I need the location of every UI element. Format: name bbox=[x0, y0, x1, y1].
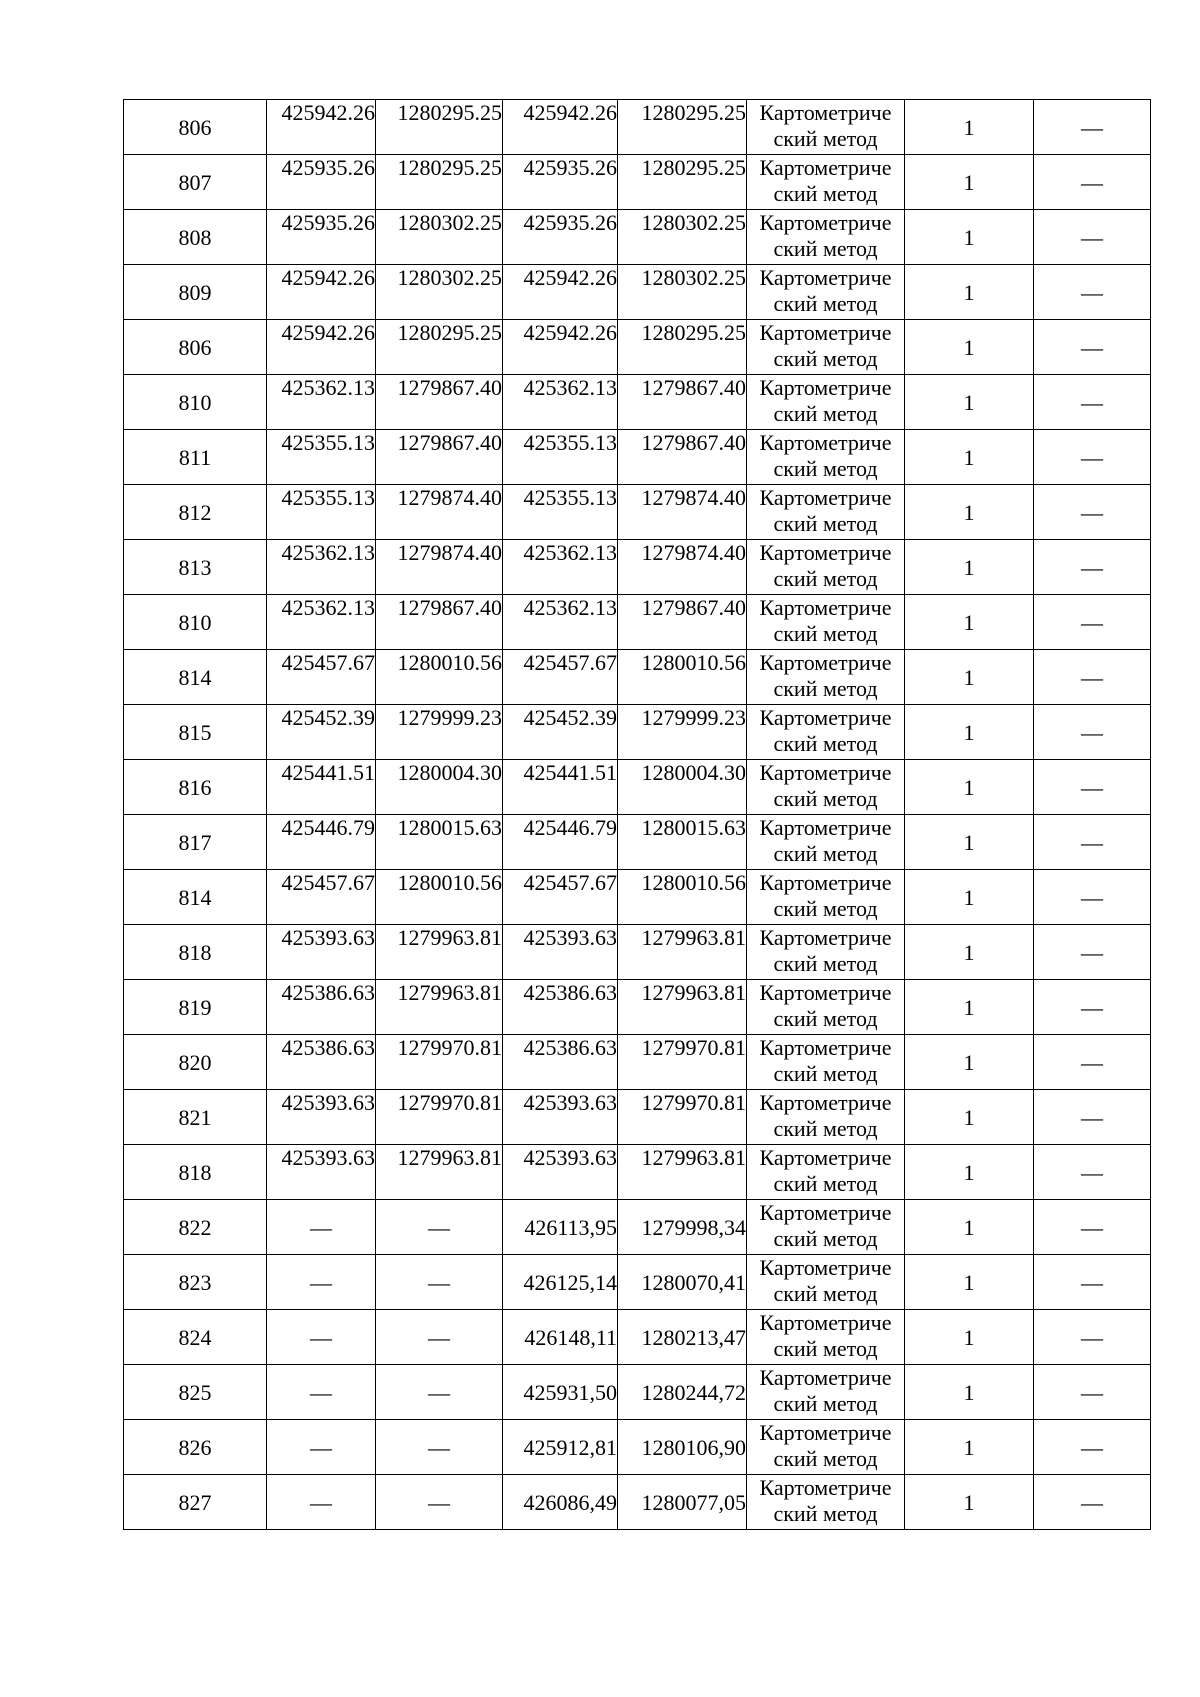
point-number-cell: 809 bbox=[124, 265, 267, 320]
new-y-cell: 1280302.25 bbox=[618, 265, 747, 320]
point-number-cell: 814 bbox=[124, 650, 267, 705]
description-cell: — bbox=[1034, 1035, 1151, 1090]
table-row bbox=[124, 705, 1151, 760]
table-body bbox=[124, 100, 1151, 1530]
old-y-cell: — bbox=[376, 1200, 503, 1255]
method-line-1: Картометриче bbox=[759, 925, 892, 950]
new-y-cell: 1280244,72 bbox=[618, 1365, 747, 1420]
description-cell: — bbox=[1034, 1145, 1151, 1200]
method-line-2: ский метод bbox=[773, 456, 878, 481]
new-x-cell: 425386.63 bbox=[503, 1035, 618, 1090]
method-line-2: ский метод bbox=[773, 1391, 878, 1416]
method-line-1: Картометриче bbox=[759, 1255, 892, 1280]
new-x-cell: 425942.26 bbox=[503, 265, 618, 320]
method-cell bbox=[747, 1035, 905, 1090]
old-x-cell: 425935.26 bbox=[267, 210, 376, 265]
old-y-cell: 1280015.63 bbox=[376, 815, 503, 870]
new-x-cell: 425912,81 bbox=[503, 1420, 618, 1475]
accuracy-cell: 1 bbox=[905, 540, 1034, 595]
method-line-2: ский метод bbox=[773, 236, 878, 261]
table-row bbox=[124, 265, 1151, 320]
accuracy-cell: 1 bbox=[905, 1310, 1034, 1365]
table-row bbox=[124, 650, 1151, 705]
table-row bbox=[124, 375, 1151, 430]
coordinates-table bbox=[123, 99, 1151, 1530]
point-number-cell: 806 bbox=[124, 100, 267, 155]
point-number-cell: 815 bbox=[124, 705, 267, 760]
method-line-2: ский метод bbox=[773, 511, 878, 536]
method-line-1: Картометриче bbox=[759, 815, 892, 840]
old-y-cell: — bbox=[376, 1310, 503, 1365]
point-number-cell: 818 bbox=[124, 925, 267, 980]
method-line-1: Картометриче bbox=[759, 870, 892, 895]
description-cell: — bbox=[1034, 650, 1151, 705]
new-x-cell: 425441.51 bbox=[503, 760, 618, 815]
new-x-cell: 425386.63 bbox=[503, 980, 618, 1035]
point-number-cell: 824 bbox=[124, 1310, 267, 1365]
old-x-cell: 425362.13 bbox=[267, 540, 376, 595]
method-cell bbox=[747, 815, 905, 870]
old-x-cell: 425942.26 bbox=[267, 320, 376, 375]
old-x-cell: 425386.63 bbox=[267, 1035, 376, 1090]
old-x-cell: 425441.51 bbox=[267, 760, 376, 815]
old-x-cell: 425393.63 bbox=[267, 925, 376, 980]
method-line-2: ский метод bbox=[773, 786, 878, 811]
old-y-cell: 1279963.81 bbox=[376, 925, 503, 980]
old-y-cell: 1279999.23 bbox=[376, 705, 503, 760]
method-line-1: Картометриче bbox=[759, 980, 892, 1005]
method-line-2: ский метод bbox=[773, 1501, 878, 1526]
old-y-cell: 1279874.40 bbox=[376, 540, 503, 595]
method-line-2: ский метод bbox=[773, 1226, 878, 1251]
old-y-cell: — bbox=[376, 1420, 503, 1475]
new-y-cell: 1279970.81 bbox=[618, 1035, 747, 1090]
new-y-cell: 1279999.23 bbox=[618, 705, 747, 760]
method-cell bbox=[747, 925, 905, 980]
point-number-cell: 806 bbox=[124, 320, 267, 375]
method-cell bbox=[747, 540, 905, 595]
table-row bbox=[124, 1145, 1151, 1200]
method-line-1: Картометриче bbox=[759, 430, 892, 455]
point-number-cell: 808 bbox=[124, 210, 267, 265]
new-x-cell: 425935.26 bbox=[503, 210, 618, 265]
accuracy-cell: 1 bbox=[905, 100, 1034, 155]
description-cell: — bbox=[1034, 925, 1151, 980]
point-number-cell: 816 bbox=[124, 760, 267, 815]
table-row bbox=[124, 1420, 1151, 1475]
old-y-cell: 1280295.25 bbox=[376, 320, 503, 375]
new-x-cell: 425446.79 bbox=[503, 815, 618, 870]
new-y-cell: 1279963.81 bbox=[618, 925, 747, 980]
table-row bbox=[124, 925, 1151, 980]
accuracy-cell: 1 bbox=[905, 760, 1034, 815]
new-y-cell: 1279867.40 bbox=[618, 430, 747, 485]
method-cell bbox=[747, 980, 905, 1035]
table-row bbox=[124, 815, 1151, 870]
method-cell bbox=[747, 1310, 905, 1365]
method-cell bbox=[747, 705, 905, 760]
accuracy-cell: 1 bbox=[905, 1365, 1034, 1420]
method-cell bbox=[747, 485, 905, 540]
old-x-cell: 425935.26 bbox=[267, 155, 376, 210]
accuracy-cell: 1 bbox=[905, 485, 1034, 540]
description-cell: — bbox=[1034, 265, 1151, 320]
old-y-cell: — bbox=[376, 1365, 503, 1420]
new-x-cell: 425393.63 bbox=[503, 1090, 618, 1145]
new-y-cell: 1280213,47 bbox=[618, 1310, 747, 1365]
accuracy-cell: 1 bbox=[905, 320, 1034, 375]
description-cell: — bbox=[1034, 320, 1151, 375]
method-line-1: Картометриче bbox=[759, 1090, 892, 1115]
old-y-cell: 1280010.56 bbox=[376, 650, 503, 705]
method-line-1: Картометриче bbox=[759, 1200, 892, 1225]
old-x-cell: — bbox=[267, 1310, 376, 1365]
new-x-cell: 425355.13 bbox=[503, 430, 618, 485]
point-number-cell: 821 bbox=[124, 1090, 267, 1145]
description-cell: — bbox=[1034, 1255, 1151, 1310]
accuracy-cell: 1 bbox=[905, 1090, 1034, 1145]
method-cell bbox=[747, 375, 905, 430]
method-line-1: Картометриче bbox=[759, 540, 892, 565]
old-y-cell: — bbox=[376, 1475, 503, 1530]
old-y-cell: 1280302.25 bbox=[376, 265, 503, 320]
method-line-2: ский метод bbox=[773, 951, 878, 976]
method-cell bbox=[747, 1420, 905, 1475]
new-x-cell: 425942.26 bbox=[503, 320, 618, 375]
method-cell bbox=[747, 100, 905, 155]
new-y-cell: 1280070,41 bbox=[618, 1255, 747, 1310]
new-y-cell: 1279963.81 bbox=[618, 980, 747, 1035]
accuracy-cell: 1 bbox=[905, 980, 1034, 1035]
method-line-2: ский метод bbox=[773, 1171, 878, 1196]
new-y-cell: 1280010.56 bbox=[618, 650, 747, 705]
description-cell: — bbox=[1034, 1090, 1151, 1145]
new-y-cell: 1280106,90 bbox=[618, 1420, 747, 1475]
old-y-cell: 1280295.25 bbox=[376, 100, 503, 155]
new-y-cell: 1280295.25 bbox=[618, 320, 747, 375]
new-x-cell: 425452.39 bbox=[503, 705, 618, 760]
accuracy-cell: 1 bbox=[905, 1200, 1034, 1255]
accuracy-cell: 1 bbox=[905, 430, 1034, 485]
table-row bbox=[124, 540, 1151, 595]
table-row bbox=[124, 1475, 1151, 1530]
new-x-cell: 426113,95 bbox=[503, 1200, 618, 1255]
description-cell: — bbox=[1034, 760, 1151, 815]
method-cell bbox=[747, 1255, 905, 1310]
old-y-cell: — bbox=[376, 1255, 503, 1310]
point-number-cell: 826 bbox=[124, 1420, 267, 1475]
point-number-cell: 810 bbox=[124, 595, 267, 650]
old-y-cell: 1279963.81 bbox=[376, 980, 503, 1035]
method-cell bbox=[747, 650, 905, 705]
method-line-1: Картометриче bbox=[759, 320, 892, 345]
new-y-cell: 1279867.40 bbox=[618, 375, 747, 430]
table-row bbox=[124, 430, 1151, 485]
new-x-cell: 425355.13 bbox=[503, 485, 618, 540]
table-row bbox=[124, 210, 1151, 265]
new-x-cell: 425362.13 bbox=[503, 595, 618, 650]
description-cell: — bbox=[1034, 815, 1151, 870]
new-x-cell: 425457.67 bbox=[503, 650, 618, 705]
new-y-cell: 1279867.40 bbox=[618, 595, 747, 650]
description-cell: — bbox=[1034, 980, 1151, 1035]
point-number-cell: 810 bbox=[124, 375, 267, 430]
method-cell bbox=[747, 1365, 905, 1420]
new-y-cell: 1279998,34 bbox=[618, 1200, 747, 1255]
method-line-1: Картометриче bbox=[759, 1420, 892, 1445]
new-y-cell: 1279970.81 bbox=[618, 1090, 747, 1145]
new-y-cell: 1280010.56 bbox=[618, 870, 747, 925]
new-x-cell: 425931,50 bbox=[503, 1365, 618, 1420]
method-line-1: Картометриче bbox=[759, 1475, 892, 1500]
new-x-cell: 426148,11 bbox=[503, 1310, 618, 1365]
new-x-cell: 425942.26 bbox=[503, 100, 618, 155]
method-line-1: Картометриче bbox=[759, 210, 892, 235]
point-number-cell: 822 bbox=[124, 1200, 267, 1255]
old-y-cell: 1279867.40 bbox=[376, 375, 503, 430]
accuracy-cell: 1 bbox=[905, 265, 1034, 320]
method-line-2: ский метод bbox=[773, 566, 878, 591]
method-line-2: ский метод bbox=[773, 731, 878, 756]
old-y-cell: 1279874.40 bbox=[376, 485, 503, 540]
accuracy-cell: 1 bbox=[905, 870, 1034, 925]
method-line-2: ский метод bbox=[773, 841, 878, 866]
method-line-1: Картометриче bbox=[759, 375, 892, 400]
accuracy-cell: 1 bbox=[905, 375, 1034, 430]
new-x-cell: 425457.67 bbox=[503, 870, 618, 925]
table-row bbox=[124, 980, 1151, 1035]
table-row bbox=[124, 100, 1151, 155]
method-cell bbox=[747, 320, 905, 375]
method-line-2: ский метод bbox=[773, 621, 878, 646]
old-x-cell: 425355.13 bbox=[267, 430, 376, 485]
new-x-cell: 425393.63 bbox=[503, 1145, 618, 1200]
method-line-1: Картометриче bbox=[759, 1145, 892, 1170]
method-line-2: ский метод bbox=[773, 1336, 878, 1361]
table-row bbox=[124, 595, 1151, 650]
description-cell: — bbox=[1034, 210, 1151, 265]
description-cell: — bbox=[1034, 100, 1151, 155]
old-x-cell: — bbox=[267, 1255, 376, 1310]
table-row bbox=[124, 155, 1151, 210]
new-x-cell: 425935.26 bbox=[503, 155, 618, 210]
method-line-2: ский метод bbox=[773, 401, 878, 426]
description-cell: — bbox=[1034, 375, 1151, 430]
description-cell: — bbox=[1034, 540, 1151, 595]
accuracy-cell: 1 bbox=[905, 1035, 1034, 1090]
old-y-cell: 1280302.25 bbox=[376, 210, 503, 265]
table-row bbox=[124, 320, 1151, 375]
method-line-1: Картометриче bbox=[759, 485, 892, 510]
new-x-cell: 425362.13 bbox=[503, 540, 618, 595]
point-number-cell: 817 bbox=[124, 815, 267, 870]
accuracy-cell: 1 bbox=[905, 1475, 1034, 1530]
table-row bbox=[124, 1200, 1151, 1255]
accuracy-cell: 1 bbox=[905, 1145, 1034, 1200]
new-x-cell: 426086,49 bbox=[503, 1475, 618, 1530]
new-y-cell: 1280295.25 bbox=[618, 155, 747, 210]
method-line-2: ский метод bbox=[773, 346, 878, 371]
method-line-1: Картометриче bbox=[759, 1035, 892, 1060]
accuracy-cell: 1 bbox=[905, 155, 1034, 210]
method-line-2: ский метод bbox=[773, 291, 878, 316]
method-cell bbox=[747, 155, 905, 210]
method-cell bbox=[747, 1200, 905, 1255]
old-x-cell: 425386.63 bbox=[267, 980, 376, 1035]
method-cell bbox=[747, 430, 905, 485]
old-x-cell: 425355.13 bbox=[267, 485, 376, 540]
old-x-cell: 425942.26 bbox=[267, 100, 376, 155]
table-row bbox=[124, 760, 1151, 815]
old-x-cell: — bbox=[267, 1365, 376, 1420]
accuracy-cell: 1 bbox=[905, 1420, 1034, 1475]
accuracy-cell: 1 bbox=[905, 1255, 1034, 1310]
method-line-2: ский метод bbox=[773, 1006, 878, 1031]
table-row bbox=[124, 1035, 1151, 1090]
method-line-2: ский метод bbox=[773, 676, 878, 701]
table-row bbox=[124, 1365, 1151, 1420]
accuracy-cell: 1 bbox=[905, 925, 1034, 980]
old-x-cell: — bbox=[267, 1200, 376, 1255]
new-y-cell: 1279874.40 bbox=[618, 485, 747, 540]
new-y-cell: 1280302.25 bbox=[618, 210, 747, 265]
method-line-2: ский метод bbox=[773, 126, 878, 151]
method-line-1: Картометриче bbox=[759, 595, 892, 620]
method-cell bbox=[747, 870, 905, 925]
method-line-2: ский метод bbox=[773, 181, 878, 206]
old-y-cell: 1280010.56 bbox=[376, 870, 503, 925]
new-x-cell: 425393.63 bbox=[503, 925, 618, 980]
method-cell bbox=[747, 265, 905, 320]
description-cell: — bbox=[1034, 870, 1151, 925]
old-y-cell: 1279963.81 bbox=[376, 1145, 503, 1200]
description-cell: — bbox=[1034, 1475, 1151, 1530]
new-y-cell: 1280295.25 bbox=[618, 100, 747, 155]
old-x-cell: 425393.63 bbox=[267, 1090, 376, 1145]
description-cell: — bbox=[1034, 155, 1151, 210]
method-cell bbox=[747, 1145, 905, 1200]
method-cell bbox=[747, 760, 905, 815]
old-x-cell: 425393.63 bbox=[267, 1145, 376, 1200]
point-number-cell: 818 bbox=[124, 1145, 267, 1200]
description-cell: — bbox=[1034, 430, 1151, 485]
old-x-cell: — bbox=[267, 1475, 376, 1530]
method-line-1: Картометриче bbox=[759, 265, 892, 290]
point-number-cell: 827 bbox=[124, 1475, 267, 1530]
new-x-cell: 425362.13 bbox=[503, 375, 618, 430]
old-x-cell: 425942.26 bbox=[267, 265, 376, 320]
point-number-cell: 813 bbox=[124, 540, 267, 595]
old-y-cell: 1280004.30 bbox=[376, 760, 503, 815]
method-line-1: Картометриче bbox=[759, 760, 892, 785]
point-number-cell: 812 bbox=[124, 485, 267, 540]
description-cell: — bbox=[1034, 1365, 1151, 1420]
new-y-cell: 1279874.40 bbox=[618, 540, 747, 595]
old-x-cell: 425457.67 bbox=[267, 870, 376, 925]
new-y-cell: 1280077,05 bbox=[618, 1475, 747, 1530]
method-cell bbox=[747, 1090, 905, 1145]
table-row bbox=[124, 1310, 1151, 1365]
method-line-1: Картометриче bbox=[759, 100, 892, 125]
new-x-cell: 426125,14 bbox=[503, 1255, 618, 1310]
method-line-1: Картометриче bbox=[759, 705, 892, 730]
description-cell: — bbox=[1034, 705, 1151, 760]
table-row bbox=[124, 870, 1151, 925]
method-line-2: ский метод bbox=[773, 1061, 878, 1086]
point-number-cell: 819 bbox=[124, 980, 267, 1035]
table-row bbox=[124, 1255, 1151, 1310]
new-y-cell: 1280004.30 bbox=[618, 760, 747, 815]
method-line-1: Картометриче bbox=[759, 1365, 892, 1390]
method-cell bbox=[747, 595, 905, 650]
accuracy-cell: 1 bbox=[905, 815, 1034, 870]
point-number-cell: 811 bbox=[124, 430, 267, 485]
description-cell: — bbox=[1034, 485, 1151, 540]
old-x-cell: 425452.39 bbox=[267, 705, 376, 760]
old-y-cell: 1279970.81 bbox=[376, 1035, 503, 1090]
old-y-cell: 1280295.25 bbox=[376, 155, 503, 210]
point-number-cell: 820 bbox=[124, 1035, 267, 1090]
old-x-cell: — bbox=[267, 1420, 376, 1475]
method-line-2: ский метод bbox=[773, 896, 878, 921]
description-cell: — bbox=[1034, 1420, 1151, 1475]
old-y-cell: 1279867.40 bbox=[376, 595, 503, 650]
point-number-cell: 825 bbox=[124, 1365, 267, 1420]
description-cell: — bbox=[1034, 1200, 1151, 1255]
old-x-cell: 425362.13 bbox=[267, 375, 376, 430]
accuracy-cell: 1 bbox=[905, 210, 1034, 265]
old-y-cell: 1279867.40 bbox=[376, 430, 503, 485]
accuracy-cell: 1 bbox=[905, 595, 1034, 650]
accuracy-cell: 1 bbox=[905, 650, 1034, 705]
old-x-cell: 425446.79 bbox=[267, 815, 376, 870]
method-line-2: ский метод bbox=[773, 1281, 878, 1306]
old-y-cell: 1279970.81 bbox=[376, 1090, 503, 1145]
accuracy-cell: 1 bbox=[905, 705, 1034, 760]
point-number-cell: 807 bbox=[124, 155, 267, 210]
new-y-cell: 1280015.63 bbox=[618, 815, 747, 870]
method-cell bbox=[747, 210, 905, 265]
method-line-2: ский метод bbox=[773, 1446, 878, 1471]
method-line-1: Картометриче bbox=[759, 1310, 892, 1335]
method-line-1: Картометриче bbox=[759, 155, 892, 180]
point-number-cell: 814 bbox=[124, 870, 267, 925]
method-line-2: ский метод bbox=[773, 1116, 878, 1141]
description-cell: — bbox=[1034, 595, 1151, 650]
table-row bbox=[124, 485, 1151, 540]
old-x-cell: 425362.13 bbox=[267, 595, 376, 650]
method-line-1: Картометриче bbox=[759, 650, 892, 675]
table-row bbox=[124, 1090, 1151, 1145]
point-number-cell: 823 bbox=[124, 1255, 267, 1310]
method-cell bbox=[747, 1475, 905, 1530]
description-cell: — bbox=[1034, 1310, 1151, 1365]
new-y-cell: 1279963.81 bbox=[618, 1145, 747, 1200]
old-x-cell: 425457.67 bbox=[267, 650, 376, 705]
